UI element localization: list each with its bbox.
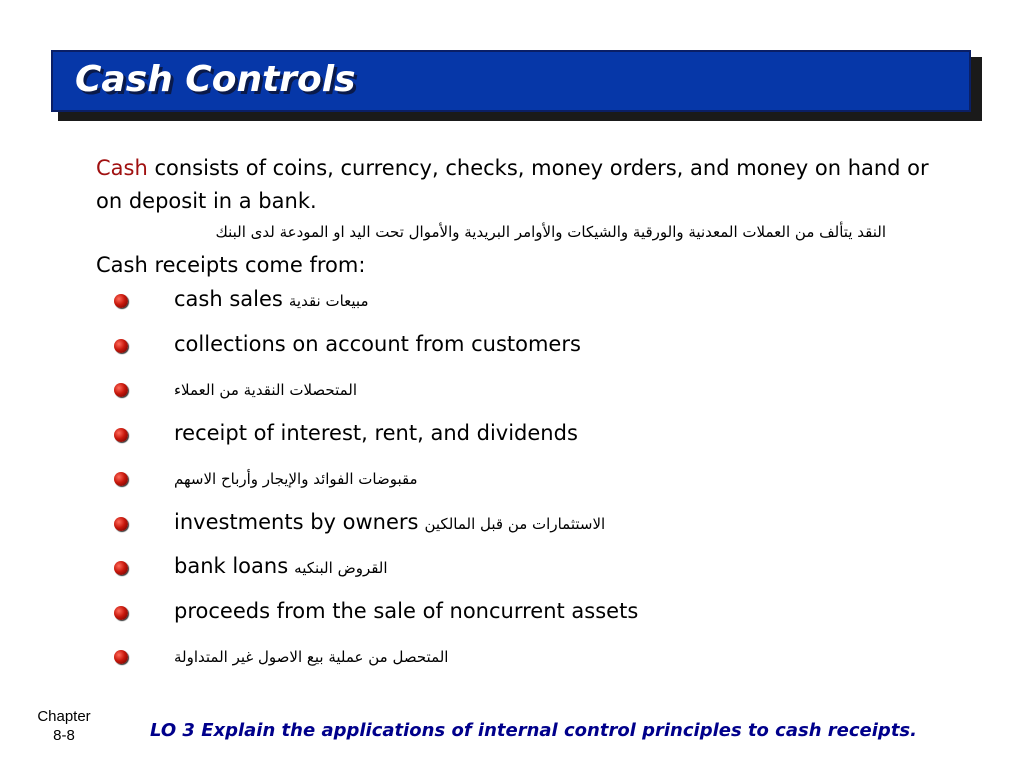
list-item [96,463,946,508]
slide-content [96,152,946,686]
chapter-label-text: Chapter [37,708,91,725]
bullet-icon [114,383,128,397]
bullet-icon [114,339,128,353]
bullet-icon [114,650,128,664]
list-item [96,552,946,597]
receipts-heading: Cash receipts come from: [96,253,366,277]
bullet-icon [114,294,128,308]
item-text-en: collections on account from customers [174,331,581,356]
list-item [96,641,946,686]
bullet-icon [114,472,128,486]
receipts-list [96,285,946,686]
list-item [96,419,946,464]
chapter-number: 8-8 [53,727,75,744]
list-item [96,597,946,642]
slide-title: Cash Controls [75,59,356,100]
bullet-icon [114,561,128,575]
item-text-ar: المتحصلات النقدية من العملاء [174,381,358,399]
title-bar [51,50,971,112]
cash-term: Cash [96,156,148,180]
bullet-icon [114,428,128,442]
item-text-ar: الاستثمارات من قبل المالكين [424,514,606,533]
item-text-ar: مبيعات نقدية [288,292,369,310]
item-text-en: investments by owners [174,509,419,534]
list-item [96,374,946,419]
list-item [96,330,946,375]
item-text-en: proceeds from the sale of noncurrent assets [174,598,639,623]
learning-objective: LO 3 Explain the applications of internal control principles to cash receipts. [150,720,917,741]
item-text-en: cash sales [174,287,283,311]
cash-definition-text: consists of coins, currency, checks, money orders, and money on hand or on deposit in a bank. [96,156,929,213]
item-text-en: receipt of interest, rent, and dividends [174,420,578,445]
cash-definition [96,152,946,218]
cash-definition-arabic: النقد يتألف من العملات المعدنية والورقية والشيكات والأوامر البريدية والأموال تحت اليد او المودعة لدى البنك [215,223,886,241]
bullet-icon [114,606,128,620]
item-text-ar: القروض البنكيه [294,559,388,577]
item-text-ar: مقبوضات الفوائد والإيجار وأرباح الاسهم [174,470,418,488]
item-text-en: bank loans [174,554,289,578]
list-item [96,508,946,553]
bullet-icon [114,517,128,531]
chapter-label [26,707,102,745]
item-text-ar: المتحصل من عملية بيع الاصول غير المتداولة [174,648,449,666]
list-item [96,285,946,330]
